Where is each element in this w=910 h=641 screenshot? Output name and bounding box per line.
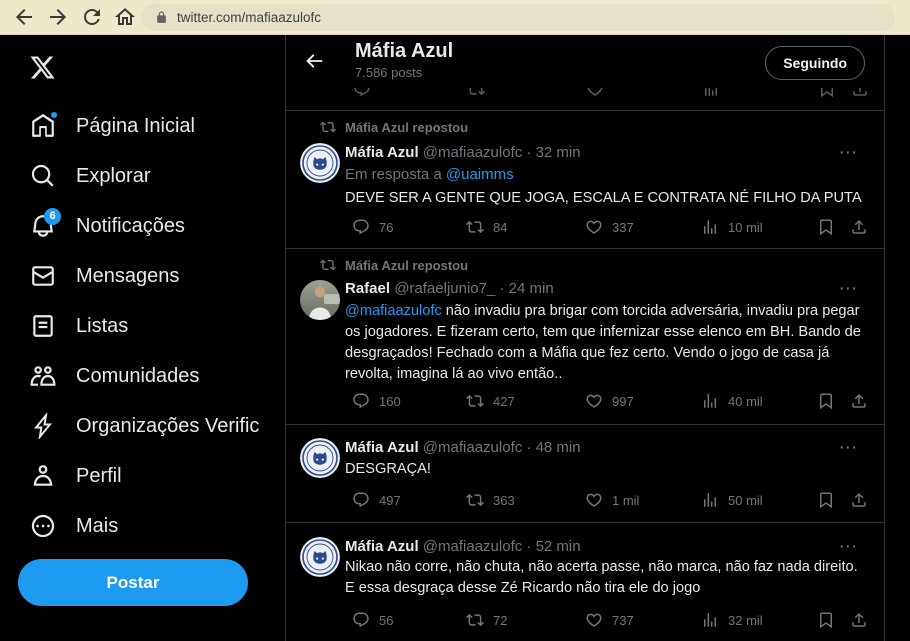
back-icon[interactable] (303, 50, 325, 72)
person-icon (30, 463, 56, 489)
like-icon (585, 491, 603, 509)
home-notification-dot (50, 111, 58, 119)
bookmark-button[interactable] (817, 392, 835, 410)
share-icon (851, 88, 869, 98)
tweet-author-line (345, 144, 581, 161)
like-button[interactable]: 337 (585, 218, 634, 236)
views-icon (702, 88, 720, 98)
like-icon (585, 611, 603, 629)
reply-icon (352, 611, 370, 629)
sidebar-item-label: Notificações (76, 214, 185, 237)
avatar[interactable] (300, 438, 340, 478)
reply-button[interactable]: 497 (352, 491, 401, 509)
repost-icon (320, 257, 336, 273)
bookmark-icon (817, 611, 835, 629)
mention-link[interactable]: @mafiaazulofc (345, 303, 442, 319)
repost-button[interactable]: 427 (466, 392, 515, 410)
x-logo-icon[interactable] (29, 54, 56, 81)
more-icon[interactable]: ··· (834, 439, 864, 455)
tweet-text: Nikao não corre, não chuta, não acerta passe, não marca, não faz nada direito. E essa desgraça desse Zé Ricardo não tira ele do jogo (345, 559, 858, 596)
tweet[interactable] (286, 110, 884, 248)
views-icon (701, 392, 719, 410)
share-button[interactable] (850, 611, 868, 629)
more-circle-icon (30, 513, 56, 539)
sidebar-item-explore[interactable] (0, 151, 285, 201)
browser-forward-icon[interactable] (46, 5, 70, 29)
lightning-icon (30, 413, 56, 439)
sidebar-item-label: Mensagens (76, 264, 180, 287)
sidebar-item-profile[interactable] (0, 451, 285, 501)
profile-header (286, 35, 884, 88)
post-count: 7.586 posts (355, 65, 423, 80)
tweet-text: DEVE SER A GENTE QUE JOGA, ESCALA E CONTRATA NÉ FILHO DA PUTA (345, 190, 862, 206)
sidebar-item-label: Mais (76, 514, 119, 537)
author-handle[interactable]: @mafiaazulofc (422, 439, 523, 456)
bookmark-button[interactable] (817, 491, 835, 509)
views-icon (701, 491, 719, 509)
tweet-actions (345, 611, 875, 631)
timestamp[interactable]: · 52 min (526, 538, 581, 555)
lock-icon (155, 11, 168, 24)
like-icon (586, 88, 604, 98)
author-name[interactable]: Rafael (345, 280, 391, 297)
like-icon (585, 392, 603, 410)
share-button[interactable] (850, 392, 868, 410)
sidebar (0, 35, 285, 641)
reply-button[interactable]: 56 (352, 611, 393, 629)
bookmark-icon (817, 392, 835, 410)
following-button[interactable]: Seguindo (765, 46, 865, 80)
bookmark-icon (817, 218, 835, 236)
sidebar-item-lists[interactable] (0, 301, 285, 351)
like-icon (585, 218, 603, 236)
reply-context: Em resposta a @uaimms (345, 166, 514, 183)
author-name[interactable]: Máfia Azul (345, 144, 419, 161)
author-handle[interactable]: @mafiaazulofc (422, 144, 523, 161)
communities-icon (30, 363, 56, 389)
views-icon (701, 611, 719, 629)
repost-button[interactable]: 72 (466, 611, 507, 629)
bookmark-button[interactable] (817, 218, 835, 236)
browser-back-icon[interactable] (12, 5, 36, 29)
views-button[interactable]: 32 mil (701, 611, 763, 629)
share-icon (850, 611, 868, 629)
repost-icon (466, 611, 484, 629)
tweet-actions (345, 392, 875, 412)
reply-icon (352, 392, 370, 410)
sidebar-item-more[interactable] (0, 501, 285, 551)
author-handle[interactable]: @rafaeljunio7_ (394, 280, 496, 297)
bookmark-icon (818, 88, 836, 98)
timestamp[interactable]: · 24 min (499, 280, 554, 297)
views-button[interactable]: 40 mil (701, 392, 763, 410)
share-icon (850, 218, 868, 236)
search-icon (30, 163, 56, 189)
views-icon (701, 218, 719, 236)
address-bar[interactable] (141, 4, 895, 31)
partially-visible-tweet-actions (286, 88, 884, 100)
reply-icon (352, 491, 370, 509)
repost-icon (466, 218, 484, 236)
share-icon (850, 491, 868, 509)
sidebar-item-label: Página Inicial (76, 114, 195, 137)
more-icon[interactable]: ··· (834, 538, 864, 554)
more-icon[interactable]: ··· (834, 144, 864, 160)
sidebar-item-home[interactable] (0, 101, 285, 151)
list-icon (30, 313, 56, 339)
avatar[interactable] (300, 143, 340, 183)
avatar[interactable] (300, 280, 340, 320)
repost-icon (320, 119, 336, 135)
reply-button[interactable]: 76 (352, 218, 393, 236)
sidebar-item-verified-orgs[interactable] (0, 401, 285, 451)
like-button[interactable]: 1 mil (585, 491, 639, 509)
tweet-author-line (345, 280, 554, 297)
sidebar-item-label: Organizações Verific (76, 414, 260, 437)
post-button[interactable]: Postar (18, 559, 248, 606)
page-title: Máfia Azul (355, 40, 454, 62)
repost-button[interactable]: 84 (466, 218, 507, 236)
tweet-author-line (345, 538, 581, 555)
share-button[interactable] (850, 218, 868, 236)
mention-link[interactable]: @uaimms (445, 166, 514, 183)
views-button[interactable]: 50 mil (701, 491, 763, 509)
reply-icon (352, 218, 370, 236)
tweet-text: @mafiaazulofc não invadiu pra brigar com torcida adversária, invadiu pra pegar os jogadores. E fizeram certo, tem que infernizar esse elenco em BH. Bando de desgraçados! Fechado com a Máfia que fez certo. Vendo o jogo de casa já revolta, imagina lá ao vivo então.. (345, 303, 861, 382)
sidebar-item-label: Explorar (76, 164, 151, 187)
tweet-actions (345, 218, 875, 238)
reply-button[interactable]: 160 (352, 392, 401, 410)
more-icon[interactable]: ··· (834, 280, 864, 296)
tweet[interactable] (286, 248, 884, 424)
like-button[interactable]: 997 (585, 392, 634, 410)
sidebar-item-communities[interactable] (0, 351, 285, 401)
share-icon (850, 392, 868, 410)
tweet[interactable] (286, 522, 884, 641)
sidebar-item-notifications[interactable] (0, 201, 285, 251)
repost-button[interactable]: 363 (466, 491, 515, 509)
share-button[interactable] (850, 491, 868, 509)
mail-icon (30, 263, 56, 289)
views-button[interactable]: 10 mil (701, 218, 763, 236)
repost-label: Máfia Azul repostou (320, 119, 468, 135)
bookmark-button[interactable] (817, 611, 835, 629)
like-button[interactable]: 737 (585, 611, 634, 629)
repost-icon (466, 392, 484, 410)
sidebar-item-label: Listas (76, 314, 129, 337)
tweet-author-line (345, 439, 581, 456)
repost-icon (467, 88, 485, 98)
author-name[interactable]: Máfia Azul (345, 538, 419, 555)
sidebar-item-messages[interactable] (0, 251, 285, 301)
repost-icon (466, 491, 484, 509)
bookmark-icon (817, 491, 835, 509)
browser-reload-icon[interactable] (80, 5, 104, 29)
url-text: twitter.com/mafiaazulofc (177, 10, 322, 25)
tweet-text: DESGRAÇA! (345, 461, 431, 477)
browser-toolbar (0, 0, 910, 35)
author-handle[interactable]: @mafiaazulofc (422, 538, 523, 555)
timeline (285, 35, 885, 641)
notifications-badge: 6 (44, 208, 61, 225)
repost-label: Máfia Azul repostou (320, 257, 468, 273)
author-name[interactable]: Máfia Azul (345, 439, 419, 456)
tweet[interactable] (286, 424, 884, 522)
tweet-actions (345, 491, 875, 511)
sidebar-item-label: Perfil (76, 464, 122, 487)
reply-icon (353, 88, 371, 98)
avatar[interactable] (300, 537, 340, 577)
timestamp[interactable]: · 48 min (526, 439, 581, 456)
timestamp[interactable]: · 32 min (526, 144, 581, 161)
browser-home-icon[interactable] (113, 5, 137, 29)
sidebar-item-label: Comunidades (76, 364, 200, 387)
